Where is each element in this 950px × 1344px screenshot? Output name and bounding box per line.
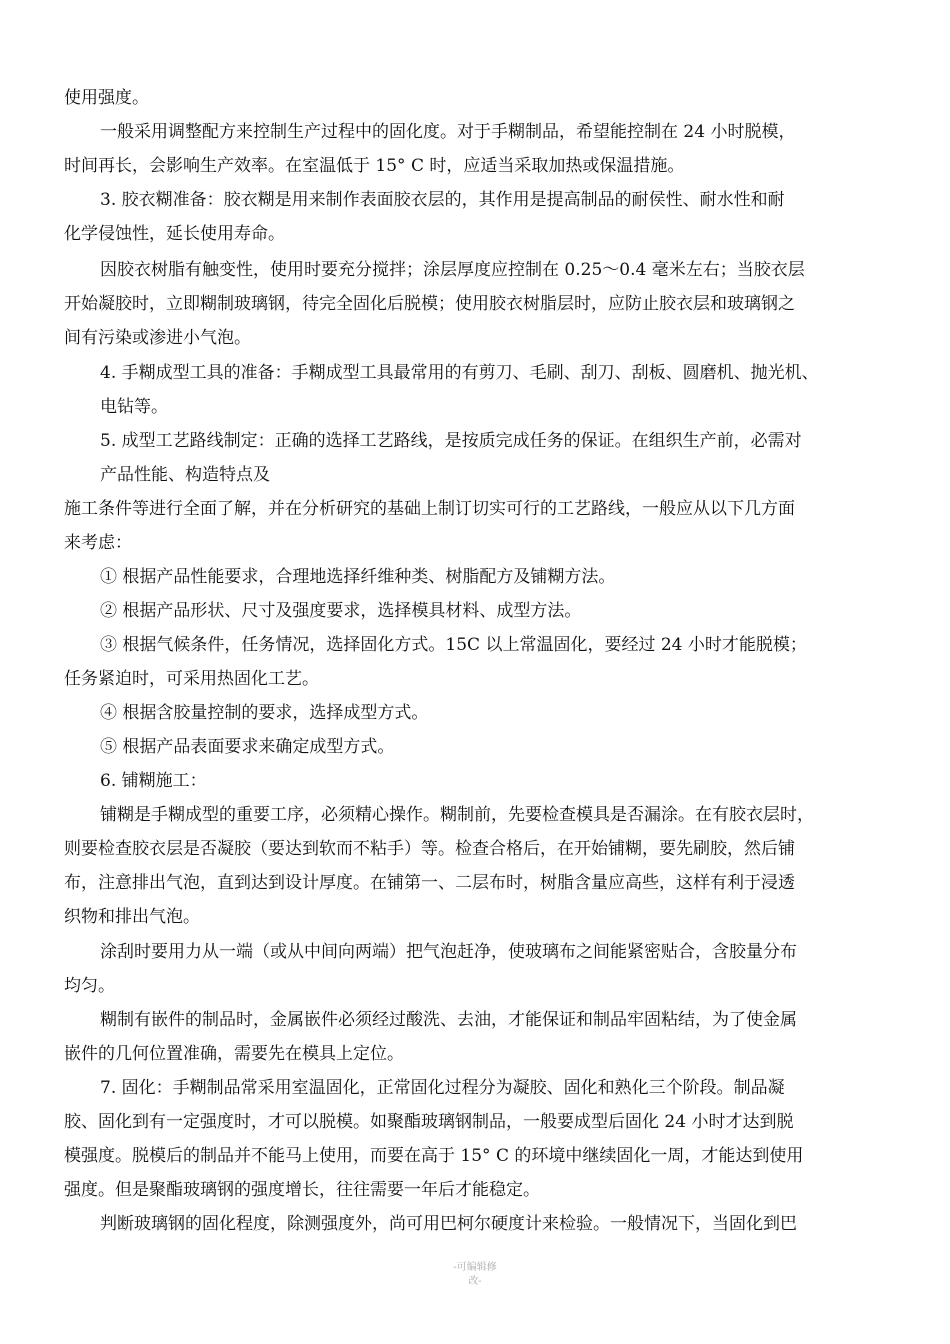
text-line: 6. 铺糊施工： bbox=[100, 771, 207, 791]
text-line: 来考虑： bbox=[64, 533, 132, 553]
text-line: 布，注意排出气泡，直到达到设计厚度。在铺第一、二层布时，树脂含量应高些，这样有利于浸透 bbox=[64, 873, 795, 893]
text-line: 因胶衣树脂有触变性，使用时要充分搅拌；涂层厚度应控制在 0.25～0.4 毫米左右；当胶衣层 bbox=[100, 260, 805, 280]
text-line: ⑤ 根据产品表面要求来确定成型方式。 bbox=[100, 737, 395, 757]
text-line: 5. 成型工艺路线制定：正确的选择工艺路线，是按质完成任务的保证。在组织生产前，必需对 bbox=[100, 431, 802, 451]
text-line: 嵌件的几何位置准确，需要先在模具上定位。 bbox=[64, 1044, 404, 1064]
text-line: 7. 固化：手糊制品常采用室温固化，正常固化过程分为凝胶、固化和熟化三个阶段。制品凝 bbox=[100, 1078, 785, 1098]
text-line: 化学侵蚀性，延长使用寿命。 bbox=[64, 224, 285, 244]
text-line: 时间再长，会影响生产效率。在室温低于 15° C 时，应适当采取加热或保温措施。 bbox=[64, 156, 685, 176]
text-line: 产品性能、构造特点及 bbox=[100, 465, 270, 485]
text-line: 任务紧迫时，可采用热固化工艺。 bbox=[64, 669, 319, 689]
text-line: 胶、固化到有一定强度时，才可以脱模。如聚酯玻璃钢制品，一般要成型后固化 24 小时才达到脱 bbox=[64, 1112, 794, 1132]
text-line: ④ 根据含胶量控制的要求，选择成型方式。 bbox=[100, 703, 429, 723]
text-line: ① 根据产品性能要求，合理地选择纤维种类、树脂配方及铺糊方法。 bbox=[100, 567, 616, 587]
text-line: 判断玻璃钢的固化程度，除测强度外，尚可用巴柯尔硬度计来检验。一般情况下，当固化到巴 bbox=[100, 1214, 797, 1234]
text-line: ③ 根据气候条件，任务情况，选择固化方式。15C 以上常温固化，要经过 24 小时才能脱模； bbox=[100, 635, 807, 655]
text-line: 糊制有嵌件的制品时，金属嵌件必须经过酸洗、去油，才能保证和制品牢固粘结，为了使金属 bbox=[100, 1010, 797, 1030]
text-line: 电钻等。 bbox=[100, 397, 168, 417]
text-line: 3. 胶衣糊准备：胶衣糊是用来制作表面胶衣层的，其作用是提高制品的耐侯性、耐水性和耐 bbox=[100, 190, 785, 210]
text-line: 施工条件等进行全面了解，并在分析研究的基础上制订切实可行的工艺路线，一般应从以下几方面 bbox=[64, 499, 795, 519]
text-line: 涂刮时要用力从一端（或从中间向两端）把气泡赶净，使玻璃布之间能紧密贴合，含胶量分布 bbox=[100, 942, 797, 962]
text-line: 一般采用调整配方来控制生产过程中的固化度。对于手糊制品，希望能控制在 24 小时脱模， bbox=[100, 122, 796, 142]
text-line: 开始凝胶时，立即糊制玻璃钢，待完全固化后脱模；使用胶衣树脂层时，应防止胶衣层和玻璃钢之 bbox=[64, 294, 795, 314]
footer-note: -可编辑修 bbox=[453, 1262, 497, 1273]
text-line: 4. 手糊成型工具的准备：手糊成型工具最常用的有剪刀、毛刷、刮刀、刮板、圆磨机、抛光机、 bbox=[100, 363, 819, 383]
text-line: 强度。但是聚酯玻璃钢的强度增长，往往需要一年后才能稳定。 bbox=[64, 1180, 540, 1200]
text-line: 则要检查胶衣层是否凝胶（要达到软而不粘手）等。检查合格后，在开始铺糊，要先刷胶，然后铺 bbox=[64, 839, 795, 859]
text-line: 使用强度。 bbox=[64, 88, 149, 108]
text-line: 间有污染或渗进小气泡。 bbox=[64, 328, 251, 348]
text-line: 模强度。脱模后的制品并不能马上使用，而要在高于 15° C 的环境中继续固化一周，才能达到使用 bbox=[64, 1146, 804, 1166]
text-line: ② 根据产品形状、尺寸及强度要求，选择模具材料、成型方法。 bbox=[100, 601, 582, 621]
text-line: 织物和排出气泡。 bbox=[64, 907, 200, 927]
footer-note: 改- bbox=[468, 1276, 482, 1287]
text-line: 均匀。 bbox=[64, 976, 115, 996]
text-line: 铺糊是手糊成型的重要工序，必须精心操作。糊制前，先要检查模具是否漏涂。在有胶衣层时， bbox=[100, 805, 814, 825]
